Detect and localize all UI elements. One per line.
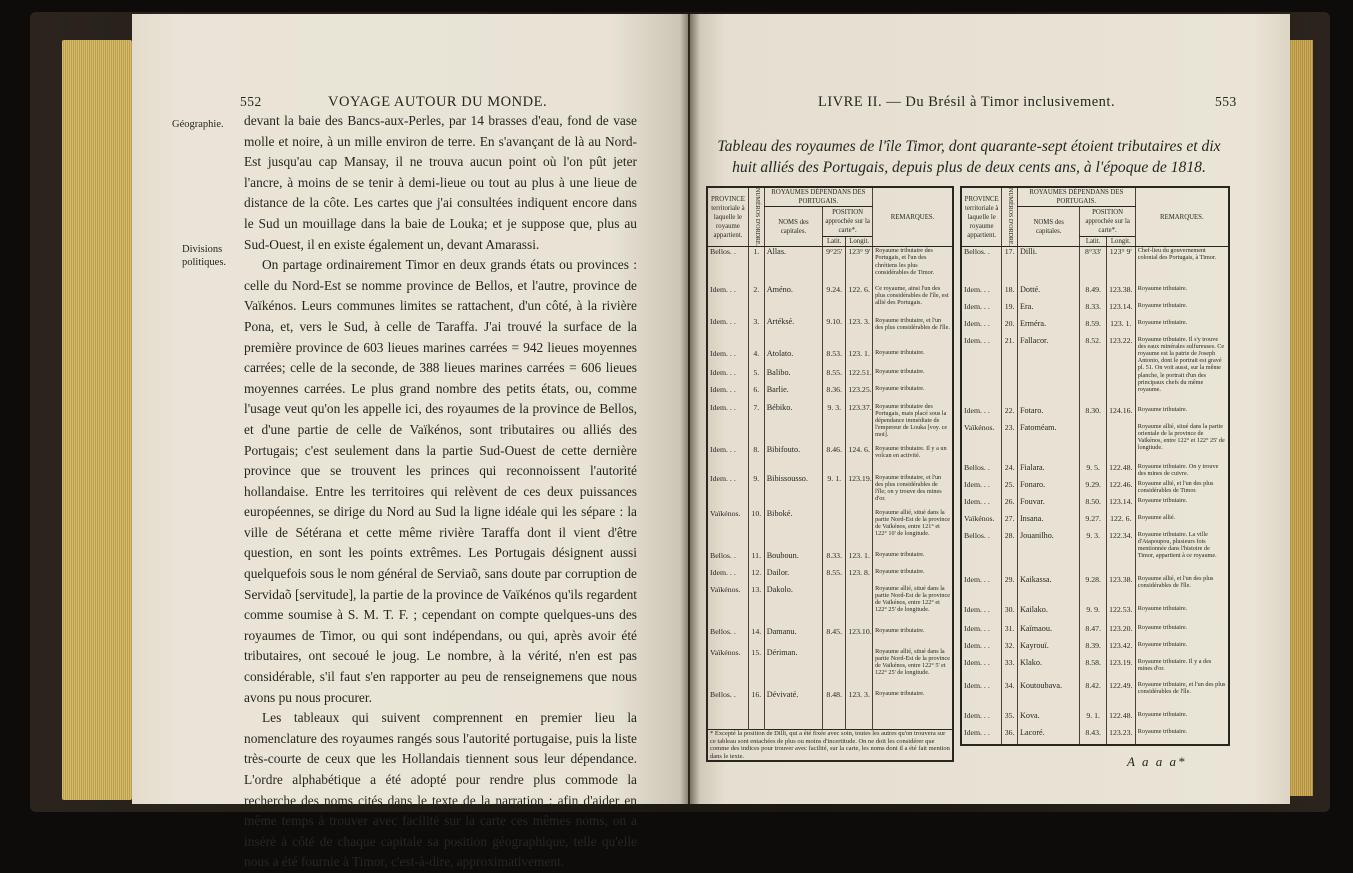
cell-province: Bellos. .	[707, 247, 748, 285]
cell-province: Idem. . .	[707, 349, 748, 368]
cell-number: 32.	[1002, 641, 1018, 658]
cell-latitude: 9.28.	[1080, 575, 1106, 605]
cell-capital-name: Atolato.	[764, 349, 822, 368]
cell-remark: Royaume tributaire.	[873, 627, 953, 648]
cell-latitude: 9. 1.	[1080, 711, 1106, 728]
table-row	[707, 368, 953, 385]
cell-capital-name: Jouanilho.	[1017, 531, 1079, 575]
cell-longitude: 124. 6.	[846, 445, 873, 474]
left-page	[132, 14, 688, 870]
cell-number: 29.	[1002, 575, 1018, 605]
table-row	[707, 317, 953, 349]
cell-capital-name: Allas.	[764, 247, 822, 285]
cell-province: Vaïkénos.	[961, 514, 1002, 531]
cell-capital-name: Fatoméam.	[1017, 423, 1079, 463]
cell-number: 36.	[1002, 728, 1018, 745]
header-noms: NOMS des capitales.	[764, 207, 822, 247]
table-row	[961, 480, 1229, 497]
cell-longitude: 122.51.	[846, 368, 873, 385]
page-number-left: 552	[240, 94, 262, 109]
page-number-right: 553	[1215, 94, 1237, 109]
cell-number: 17.	[1002, 247, 1018, 285]
cell-longitude: 123.25.	[846, 385, 873, 403]
cell-remark: Royaume tributaire.	[1135, 497, 1229, 514]
table-row	[961, 302, 1229, 319]
cell-number: 31.	[1002, 624, 1018, 641]
cell-province: Idem. . .	[961, 285, 1002, 302]
cell-longitude: 123.14.	[1106, 497, 1135, 514]
cell-capital-name: Era.	[1017, 302, 1079, 319]
table-row	[961, 514, 1229, 531]
body-text-left	[244, 111, 637, 873]
cell-remark: Royaume tributaire. Il y a un volcan en activité.	[873, 445, 953, 474]
cell-number: 13.	[748, 585, 764, 627]
header-numero: NUMÉROS D'ORDRE.	[748, 187, 764, 247]
cell-latitude: 8.33.	[1080, 302, 1106, 319]
cell-latitude	[823, 585, 846, 627]
cell-capital-name: Bouboun.	[764, 551, 822, 568]
cell-number: 30.	[1002, 605, 1018, 624]
cell-longitude: 122. 6.	[1106, 514, 1135, 531]
table-row	[707, 585, 953, 627]
cell-province: Vaïkénos.	[961, 423, 1002, 463]
cell-remark: Royaume tributaire. La ville d'Atapoupou, plusieurs fois mentionnée dans l'histoire de Timor, appartient à ce royaume.	[1135, 531, 1229, 575]
cell-latitude	[1080, 423, 1106, 463]
cell-province: Idem. . .	[961, 336, 1002, 406]
cell-remark: Royaume allié.	[1135, 514, 1229, 531]
table-row	[707, 627, 953, 648]
cell-latitude	[823, 648, 846, 690]
cell-province: Idem. . .	[707, 285, 748, 317]
cell-number: 19.	[1002, 302, 1018, 319]
cell-remark: Royaume tributaire des Portugais, et l'un des chrétiens les plus considérables de Timor.	[873, 247, 953, 285]
cell-capital-name: Dailor.	[764, 568, 822, 585]
cell-capital-name: Dilli.	[1017, 247, 1079, 285]
cell-remark: Ce royaume, ainsi l'un des plus considérables de l'île, est allié des Portugais.	[873, 285, 953, 317]
cell-number: 16.	[748, 690, 764, 730]
cell-capital-name: Erméra.	[1017, 319, 1079, 336]
cell-longitude: 123.38.	[1106, 575, 1135, 605]
table-row	[707, 247, 953, 285]
cell-longitude: 123° 9'	[1106, 247, 1135, 285]
cell-number: 21.	[1002, 336, 1018, 406]
cell-longitude: 123.14.	[1106, 302, 1135, 319]
cell-province: Idem. . .	[961, 624, 1002, 641]
cell-longitude: 123.42.	[1106, 641, 1135, 658]
cell-remark: Royaume allié, situé dans la partie Nord-Est de la province de Vaïkénos, entre 122° et 122° 25' de longitude.	[873, 585, 953, 627]
cell-number: 22.	[1002, 406, 1018, 423]
cell-capital-name: Bébiko.	[764, 403, 822, 445]
paragraph: Les tableaux qui suivent comprennent en premier lieu la nomenclature des royaumes rangés sous l'autorité portugaise, puis la liste très-courte de ceux que les Hollandais tiennent sous leur dépendance. L'ordre alphabétique a été adopté pour rendre plus commode la recherche des noms cités dans le texte de la narration : afin d'aider en même temps à trouver avec facilité sur la carte ces mêmes noms, on a inséré à côté de chaque capitale sa position géographique, telle qu'elle nous a été fournie à Timor, c'est-à-dire, approximativement.	[244, 710, 637, 870]
cell-number: 34.	[1002, 681, 1018, 711]
cell-latitude	[823, 509, 846, 551]
table-row	[707, 445, 953, 474]
cell-remark: Royaume tributaire. Il y a des mines d'or.	[1135, 658, 1229, 681]
cell-capital-name: Kayrouï.	[1017, 641, 1079, 658]
signature-mark: A a a a*	[1127, 754, 1187, 769]
cell-number: 4.	[748, 349, 764, 368]
table-row	[961, 658, 1229, 681]
table-row	[961, 531, 1229, 575]
cell-number: 27.	[1002, 514, 1018, 531]
cell-latitude: 9. 9.	[1080, 605, 1106, 624]
cell-longitude: 122. 6.	[846, 285, 873, 317]
header-noms: NOMS des capitales.	[1017, 207, 1079, 247]
cell-province: Bellos. .	[707, 551, 748, 568]
cell-remark: Royaume tributaire des Portugais, mais placé sous la dépendance immédiate de l'empereur de Louka [voy. ce mot].	[873, 403, 953, 445]
cell-latitude: 8.48.	[823, 690, 846, 730]
table-row	[961, 497, 1229, 514]
header-province: PROVINCE territoriale à laquelle le royaume appartient.	[707, 187, 748, 247]
cell-number: 5.	[748, 368, 764, 385]
table-row	[961, 247, 1229, 285]
cell-number: 7.	[748, 403, 764, 445]
cell-remark: Royaume tributaire.	[873, 568, 953, 585]
cell-province: Bellos. .	[707, 690, 748, 730]
cell-remark: Royaume allié, et l'un des plus considérables de Timor.	[1135, 480, 1229, 497]
cell-remark: Royaume tributaire.	[1135, 406, 1229, 423]
cell-province: Idem. . .	[707, 445, 748, 474]
kingdoms-table-left	[706, 186, 954, 762]
book-gutter	[680, 14, 700, 804]
cell-number: 12.	[748, 568, 764, 585]
table-row	[961, 681, 1229, 711]
cell-capital-name: Dakolo.	[764, 585, 822, 627]
cell-longitude: 122.49.	[1106, 681, 1135, 711]
table-title: Tableau des royaumes de l'île Timor, dont quarante-sept étoient tributaires et dix huit alliés des Portugais, depuis plus de deux cents ans, à l'époque de 1818.	[717, 138, 1221, 176]
cell-capital-name: Bibissousso.	[764, 474, 822, 509]
table-row	[707, 285, 953, 317]
cell-capital-name: Fallacor.	[1017, 336, 1079, 406]
cell-capital-name: Dotté.	[1017, 285, 1079, 302]
paragraph: On partage ordinairement Timor en deux grands états ou provinces : celle du Nord-Est se nomme province de Bellos, et l'autre, province de Vaïkénos. Leurs communes limites se rattachent, d'un côté, à la rivière Pona, et, vers le Sud, à celle de Taraffa. J'ai trouvé la surface de la première province de 603 lieues marines carrées = 942 lieues moyennes carrées; celle de la seconde, de 388 lieues marines carrées = 606 lieues moyennes carrées. Le plus grand nombre des petits états, ou, comme l'usage veut qu'on les appelle ici, des royaumes de la province de Bellos, et d'une partie de celle de Vaïkénos, sont tributaires ou alliés des Portugais; c'est seulement dans la partie Sud-Ouest de cette dernière province que se trouvent les princes qui reconnoissent l'autorité hollandaise. Entre les territoires qui relèvent de ces deux puissances européennes, se dirige du Nord au Sud la ligne idéale qui les sépare : la ville de Sétérana et cette même rivière Taraffa dont il vient d'être question, en sont les points extrêmes. Les Portugais désignent aussi quelquefois sous le nom général de Serviaõ, sans doute par corruption de Servidaõ [servitude], la partie de la province de Vaïkénos qu'ils regardent comme soumise à S. M. T. F. ; cependant on compte quelques-uns des royaumes de Timor, ou qui sont indépendans, ou qui, après avoir été tributaires, ont secoué le joug. Le nombre, à la vérité, n'en est pas considérable, s'il faut s'en rapporter au peu de renseignemens que nous avons pu nous procurer.	[244, 257, 637, 705]
cell-longitude	[846, 648, 873, 690]
header-long: Longit.	[846, 237, 873, 247]
cell-capital-name: Biboké.	[764, 509, 822, 551]
cell-province: Idem. . .	[961, 497, 1002, 514]
cell-latitude: 8.53.	[823, 349, 846, 368]
cell-latitude: 8.55.	[823, 568, 846, 585]
cell-latitude: 8°33'	[1080, 247, 1106, 285]
paragraph: devant la baie des Bancs-aux-Perles, par 14 brasses d'eau, fond de vase molle et noire, à un mille environ de terre. En s'avançant de là au Nord-Est jusqu'au cap Mansay, il ne trouva aucun point où l'on pût jeter l'ancre, à moins de se tenir à demi-lieue ou tout au plus à une lieue de distance de la côte. Les cartes que j'ai consultées indiquent encore dans le Sud un mouillage dans la baie de Louka; et je suppose que, plus au Sud-Ouest, il en existe également un, devant Amarassi.	[244, 113, 637, 252]
cell-number: 2.	[748, 285, 764, 317]
table-row	[961, 463, 1229, 480]
header-remarques: REMARQUES.	[873, 187, 953, 247]
table-row	[961, 285, 1229, 302]
cell-number: 3.	[748, 317, 764, 349]
cell-remark: Chef-lieu du gouvernement colonial des Portugais, à Timor.	[1135, 247, 1229, 285]
cell-province: Idem. . .	[961, 711, 1002, 728]
table-row	[961, 728, 1229, 745]
cell-latitude: 8.59.	[1080, 319, 1106, 336]
table-row	[961, 605, 1229, 624]
header-province: PROVINCE territoriale à laquelle le royaume appartient.	[961, 187, 1002, 247]
cell-number: 1.	[748, 247, 764, 285]
cell-remark: Royaume tributaire.	[1135, 319, 1229, 336]
cell-capital-name: Lacoré.	[1017, 728, 1079, 745]
cell-latitude: 8.47.	[1080, 624, 1106, 641]
cell-number: 25.	[1002, 480, 1018, 497]
table-row	[707, 385, 953, 403]
cell-number: 23.	[1002, 423, 1018, 463]
right-page	[690, 14, 1290, 804]
table-row	[961, 711, 1229, 728]
cell-province: Bellos. .	[961, 531, 1002, 575]
cell-remark: Royaume tributaire.	[1135, 285, 1229, 302]
cell-latitude: 8.43.	[1080, 728, 1106, 745]
cell-capital-name: Barlie.	[764, 385, 822, 403]
cell-longitude: 122.53.	[1106, 605, 1135, 624]
cell-number: 15.	[748, 648, 764, 690]
cell-longitude: 123. 1.	[1106, 319, 1135, 336]
table-row	[707, 568, 953, 585]
cell-province: Idem. . .	[961, 406, 1002, 423]
cell-province: Idem. . .	[961, 575, 1002, 605]
cell-longitude: 124.16.	[1106, 406, 1135, 423]
header-royaumes: ROYAUMES DÉPENDANS DES PORTUGAIS.	[1017, 187, 1135, 207]
header-long: Longit.	[1106, 237, 1135, 247]
cell-latitude: 8.58.	[1080, 658, 1106, 681]
kingdoms-table-right	[960, 186, 1230, 746]
cell-remark: Royaume tributaire, et l'un des plus considérables de l'île; on y trouve des mines d'or.	[873, 474, 953, 509]
table-row	[707, 648, 953, 690]
cell-remark: Royaume tributaire, et l'un des plus considérables de l'île.	[1135, 681, 1229, 711]
cell-latitude: 8.39.	[1080, 641, 1106, 658]
cell-latitude: 9. 1.	[823, 474, 846, 509]
cell-number: 20.	[1002, 319, 1018, 336]
cell-remark: Royaume tributaire.	[873, 349, 953, 368]
cell-capital-name: Artéksé.	[764, 317, 822, 349]
cell-province: Bellos. .	[707, 627, 748, 648]
cell-latitude: 9. 3.	[823, 403, 846, 445]
cell-latitude: 9.24.	[823, 285, 846, 317]
running-head-right: LIVRE II. — Du Brésil à Timor inclusivement.	[818, 94, 1116, 110]
cell-longitude: 122.48.	[1106, 463, 1135, 480]
cell-longitude: 123. 1.	[846, 551, 873, 568]
cell-province: Idem. . .	[961, 681, 1002, 711]
cell-capital-name: Klako.	[1017, 658, 1079, 681]
cell-province: Idem. . .	[961, 641, 1002, 658]
cell-remark: Royaume tributaire.	[873, 368, 953, 385]
cell-capital-name: Kova.	[1017, 711, 1079, 728]
cell-remark: Royaume tributaire.	[1135, 711, 1229, 728]
cell-number: 9.	[748, 474, 764, 509]
cell-province: Idem. . .	[707, 385, 748, 403]
cell-remark: Royaume tributaire.	[1135, 728, 1229, 745]
cell-remark: Royaume tributaire, et l'un des plus considérables de l'île.	[873, 317, 953, 349]
cell-longitude: 123.22.	[1106, 336, 1135, 406]
cell-latitude: 8.46.	[823, 445, 846, 474]
cell-capital-name: Insana.	[1017, 514, 1079, 531]
header-lat: Latit.	[1080, 237, 1106, 247]
cell-latitude: 9.29.	[1080, 480, 1106, 497]
table-row	[961, 319, 1229, 336]
cell-number: 33.	[1002, 658, 1018, 681]
cell-longitude: 123.38.	[1106, 285, 1135, 302]
cell-remark: Royaume allié, situé dans la partie orientale de la province de Vaïkénos, entre 122° et 122° 25' de longitude.	[1135, 423, 1229, 463]
cell-remark: Royaume allié, situé dans la partie Nord-Est de la province de Vaïkénos, entre 121° et 122° 10' de longitude.	[873, 509, 953, 551]
cell-longitude: 122.46.	[1106, 480, 1135, 497]
cell-capital-name: Dériman.	[764, 648, 822, 690]
cell-longitude: 123° 9'	[846, 247, 873, 285]
cell-capital-name: Damanu.	[764, 627, 822, 648]
cell-remark: Royaume tributaire.	[1135, 624, 1229, 641]
cell-province: Idem. . .	[961, 658, 1002, 681]
cell-province: Idem. . .	[707, 568, 748, 585]
cell-latitude: 8.45.	[823, 627, 846, 648]
table-row	[961, 624, 1229, 641]
cell-province: Idem. . .	[707, 474, 748, 509]
table-footnote: * Excepté la position de Dilli, qui a été fixée avec soin, toutes les autres qu'on trouvera sur ce tableau sont entachées de plus ou moins d'incertitude. On ne doit les considérer que comme des indices pour trouver avec facilité, sur la carte, les noms dont il a été fait mention dans le texte.	[707, 730, 953, 762]
cell-remark: Royaume allié, situé dans la partie Nord-Est de la province de Vaïkénos, entre 122° 5' et 122° 25' de longitude.	[873, 648, 953, 690]
table-row	[707, 509, 953, 551]
cell-longitude: 123.20.	[1106, 624, 1135, 641]
cell-capital-name: Fialara.	[1017, 463, 1079, 480]
cell-province: Idem. . .	[961, 605, 1002, 624]
cell-remark: Royaume tributaire.	[1135, 605, 1229, 624]
cell-latitude: 8.36.	[823, 385, 846, 403]
table-row	[707, 551, 953, 568]
cell-longitude: 122.34.	[1106, 531, 1135, 575]
table-row	[961, 336, 1229, 406]
cell-capital-name: Améno.	[764, 285, 822, 317]
cell-capital-name: Kaikassa.	[1017, 575, 1079, 605]
cell-longitude	[1106, 423, 1135, 463]
cell-capital-name: Fouvar.	[1017, 497, 1079, 514]
cell-latitude: 8.30.	[1080, 406, 1106, 423]
table-row	[961, 423, 1229, 463]
table-row	[707, 403, 953, 445]
cell-latitude: 8.42.	[1080, 681, 1106, 711]
cell-capital-name: Koutoubava.	[1017, 681, 1079, 711]
page-edges-left	[62, 40, 132, 800]
cell-longitude	[846, 585, 873, 627]
cell-number: 35.	[1002, 711, 1018, 728]
cell-longitude: 123.23.	[1106, 728, 1135, 745]
header-lat: Latit.	[823, 237, 846, 247]
cell-remark: Royaume tributaire.	[873, 690, 953, 730]
cell-latitude: 8.50.	[1080, 497, 1106, 514]
running-head-left: VOYAGE AUTOUR DU MONDE.	[328, 94, 548, 110]
cell-remark: Royaume tributaire.	[873, 385, 953, 403]
cell-province: Vaïkénos.	[707, 585, 748, 627]
cell-longitude: 123. 1.	[846, 349, 873, 368]
cell-province: Bellos. .	[961, 247, 1002, 285]
cell-province: Idem. . .	[961, 319, 1002, 336]
header-position: POSITION approchée sur la carte*.	[823, 207, 873, 237]
cell-number: 8.	[748, 445, 764, 474]
cell-number: 11.	[748, 551, 764, 568]
cell-capital-name: Kailako.	[1017, 605, 1079, 624]
header-position: POSITION approchée sur la carte*.	[1080, 207, 1135, 237]
cell-remark: Royaume tributaire. On y trouve des mines de cuivre.	[1135, 463, 1229, 480]
cell-capital-name: Fotaro.	[1017, 406, 1079, 423]
cell-number: 24.	[1002, 463, 1018, 480]
cell-province: Idem. . .	[707, 403, 748, 445]
cell-latitude: 9.10.	[823, 317, 846, 349]
cell-longitude: 123.10.	[846, 627, 873, 648]
header-royaumes: ROYAUMES DÉPENDANS DES PORTUGAIS.	[764, 187, 872, 207]
cell-latitude: 9. 3.	[1080, 531, 1106, 575]
cell-remark: Royaume tributaire.	[873, 551, 953, 568]
cell-province: Idem. . .	[707, 368, 748, 385]
cell-latitude: 9. 5.	[1080, 463, 1106, 480]
table-row	[961, 406, 1229, 423]
table-row	[961, 575, 1229, 605]
cell-province: Vaïkénos.	[707, 648, 748, 690]
table-row	[707, 474, 953, 509]
cell-longitude: 123. 3.	[846, 317, 873, 349]
margin-note-geographie: Géographie.	[172, 119, 224, 130]
cell-latitude: 8.52.	[1080, 336, 1106, 406]
cell-number: 26.	[1002, 497, 1018, 514]
cell-latitude: 8.33.	[823, 551, 846, 568]
cell-remark: Royaume tributaire.	[1135, 302, 1229, 319]
cell-province: Bellos. .	[961, 463, 1002, 480]
cell-capital-name: Kaïmaou.	[1017, 624, 1079, 641]
cell-number: 28.	[1002, 531, 1018, 575]
cell-latitude: 9°25'	[823, 247, 846, 285]
cell-latitude: 8.55.	[823, 368, 846, 385]
cell-province: Idem. . .	[961, 480, 1002, 497]
cell-province: Idem. . .	[961, 302, 1002, 319]
cell-longitude: 122.48.	[1106, 711, 1135, 728]
cell-remark: Royaume tributaire.	[1135, 641, 1229, 658]
cell-capital-name: Balibo.	[764, 368, 822, 385]
cell-number: 18.	[1002, 285, 1018, 302]
cell-remark: Royaume allié, et l'un des plus considérables de l'île.	[1135, 575, 1229, 605]
header-remarques: REMARQUES.	[1135, 187, 1229, 247]
cell-capital-name: Dévivaté.	[764, 690, 822, 730]
cell-number: 10.	[748, 509, 764, 551]
cell-province: Vaïkénos.	[707, 509, 748, 551]
cell-latitude: 9.27.	[1080, 514, 1106, 531]
table-row	[707, 349, 953, 368]
cell-capital-name: Fonaro.	[1017, 480, 1079, 497]
margin-note-divisions: Divisions politiques.	[182, 244, 227, 268]
cell-longitude	[846, 509, 873, 551]
table-row	[961, 641, 1229, 658]
cell-latitude: 8.49.	[1080, 285, 1106, 302]
cell-longitude: 123.19.	[846, 474, 873, 509]
cell-number: 6.	[748, 385, 764, 403]
cell-longitude: 123.19.	[1106, 658, 1135, 681]
cell-province: Idem. . .	[707, 317, 748, 349]
cell-remark: Royaume tributaire. Il s'y trouve des eaux minérales sulfureuses. Ce royaume est la patrie de Joseph Antonio, dont le portrait est gravé pl. 51. On voit aussi, sur la même planche, le portrait d'un des principaux chefs du même royaume.	[1135, 336, 1229, 406]
cell-longitude: 123. 8.	[846, 568, 873, 585]
cell-number: 14.	[748, 627, 764, 648]
header-numero: NUMÉROS D'ORDRE.	[1002, 187, 1018, 247]
cell-longitude: 123. 3.	[846, 690, 873, 730]
cell-capital-name: Bibifouto.	[764, 445, 822, 474]
table-row	[707, 690, 953, 730]
cell-longitude: 123.37.	[846, 403, 873, 445]
cell-province: Idem. . .	[961, 728, 1002, 745]
